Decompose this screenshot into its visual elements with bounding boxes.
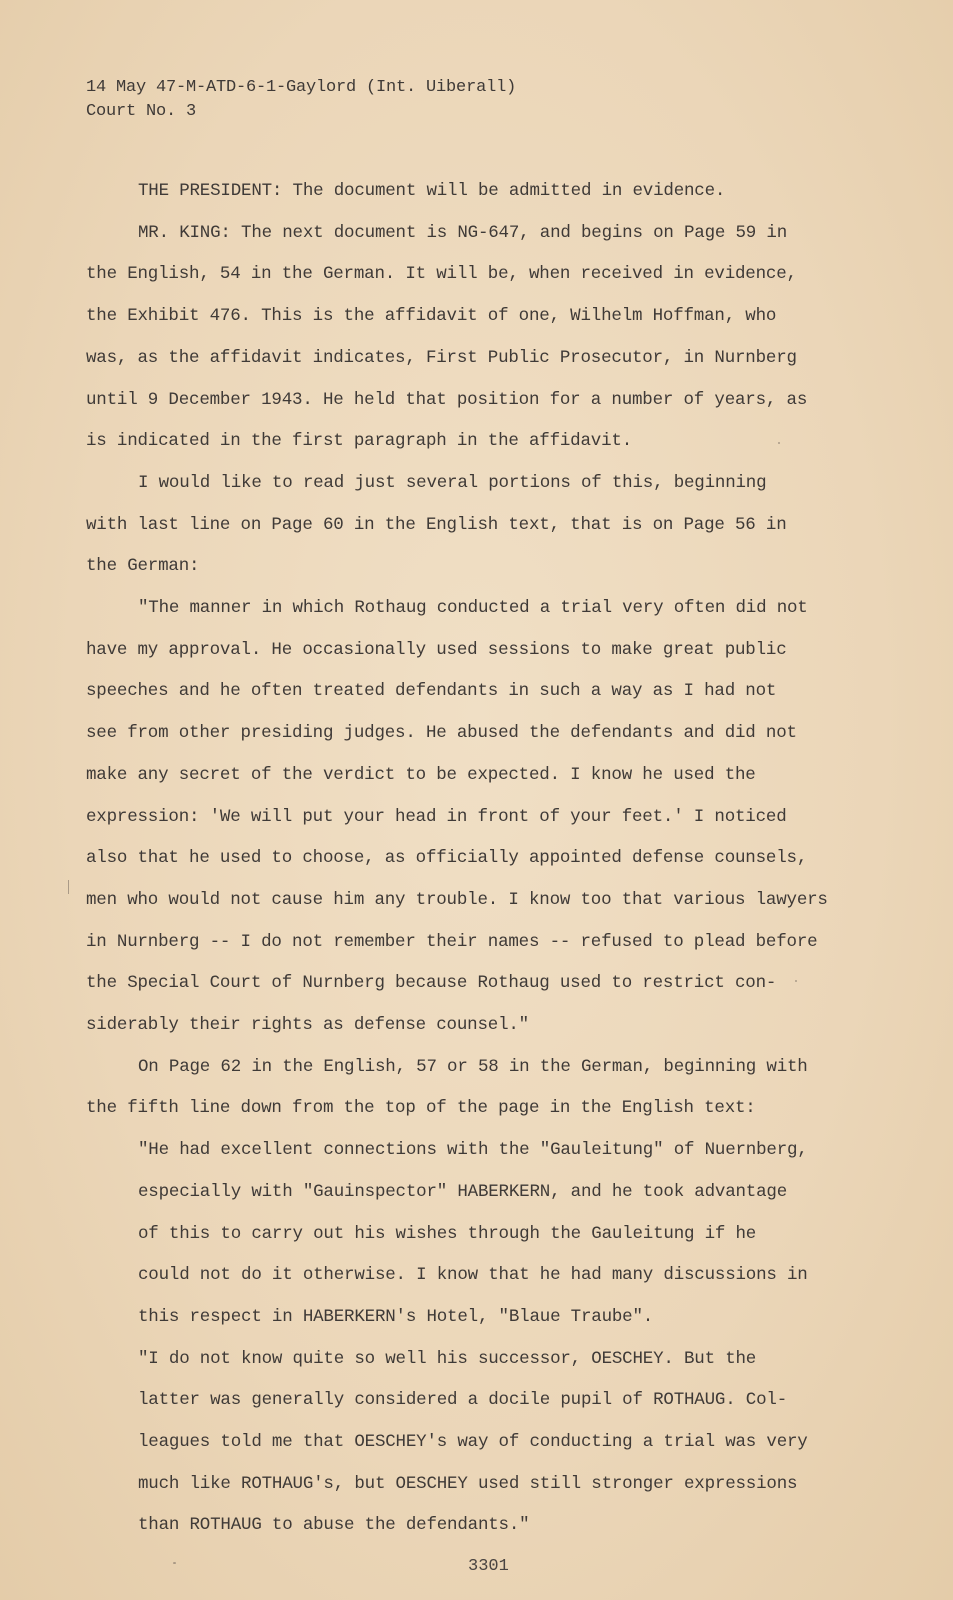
transcript-line: in Nurnberg -- I do not remember their names -- refused to plead before xyxy=(86,932,818,952)
transcript-line: the English, 54 in the German. It will be, when received in evidence, xyxy=(86,264,797,284)
transcript-line: "The manner in which Rothaug conducted a trial very often did not xyxy=(138,598,808,618)
transcript-line: latter was generally considered a docile pupil of ROTHAUG. Col- xyxy=(138,1390,788,1410)
header-line-date-reference: 14 May 47-M-ATD-6-1-Gaylord (Int. Uiberall) xyxy=(86,78,517,97)
transcript-line: the Special Court of Nurnberg because Rothaug used to restrict con- xyxy=(86,973,777,993)
transcript-line: much like ROTHAUG's, but OESCHEY used still stronger expressions xyxy=(138,1474,798,1494)
paper-speck xyxy=(795,980,797,982)
transcript-line: have my approval. He occasionally used sessions to make great public xyxy=(86,640,787,660)
transcript-line: also that he used to choose, as officially appointed defense counsels, xyxy=(86,848,808,868)
transcript-line: On Page 62 in the English, 57 or 58 in the German, beginning with xyxy=(138,1057,808,1077)
transcript-line: than ROTHAUG to abuse the defendants." xyxy=(138,1515,530,1535)
transcript-line: THE PRESIDENT: The document will be admitted in evidence. xyxy=(138,181,726,201)
transcript-line: make any secret of the verdict to be expected. I know he used the xyxy=(86,765,756,785)
transcript-line: MR. KING: The next document is NG-647, and begins on Page 59 in xyxy=(138,223,788,243)
transcript-line: could not do it otherwise. I know that he had many discussions in xyxy=(138,1265,808,1285)
paper-speck xyxy=(68,880,69,894)
transcript-line: see from other presiding judges. He abused the defendants and did not xyxy=(86,723,797,743)
header-line-court: Court No. 3 xyxy=(86,102,197,121)
transcript-line: "I do not know quite so well his successor, OESCHEY. But the xyxy=(138,1349,757,1369)
transcript-line: the Exhibit 476. This is the affidavit of one, Wilhelm Hoffman, who xyxy=(86,306,777,326)
transcript-line: with last line on Page 60 in the English text, that is on Page 56 in xyxy=(86,515,787,535)
transcript-line: of this to carry out his wishes through the Gauleitung if he xyxy=(138,1224,757,1244)
transcript-line: leagues told me that OESCHEY's way of conducting a trial was very xyxy=(138,1432,808,1452)
transcript-line: especially with "Gauinspector" HABERKERN, and he took advantage xyxy=(138,1182,788,1202)
transcript-line: the fifth line down from the top of the page in the English text: xyxy=(86,1098,756,1118)
paper-speck xyxy=(173,1562,176,1564)
page-number: 3301 xyxy=(468,1557,509,1576)
transcript-line: speeches and he often treated defendants in such a way as I had not xyxy=(86,681,777,701)
paper-speck xyxy=(778,442,780,444)
transcript-line: "He had excellent connections with the "Gauleitung" of Nuernberg, xyxy=(138,1140,808,1160)
transcript-line: men who would not cause him any trouble. I know too that various lawyers xyxy=(86,890,828,910)
transcript-line: the German: xyxy=(86,556,200,576)
transcript-line: is indicated in the first paragraph in the affidavit. xyxy=(86,431,632,451)
transcript-line: I would like to read just several portions of this, beginning xyxy=(138,473,767,493)
transcript-line: siderably their rights as defense counsel." xyxy=(86,1015,529,1035)
transcript-line: was, as the affidavit indicates, First Public Prosecutor, in Nurnberg xyxy=(86,348,797,368)
transcript-line: this respect in HABERKERN's Hotel, "Blaue Traube". xyxy=(138,1307,654,1327)
transcript-line: until 9 December 1943. He held that position for a number of years, as xyxy=(86,390,808,410)
transcript-line: expression: 'We will put your head in front of your feet.' I noticed xyxy=(86,807,787,827)
